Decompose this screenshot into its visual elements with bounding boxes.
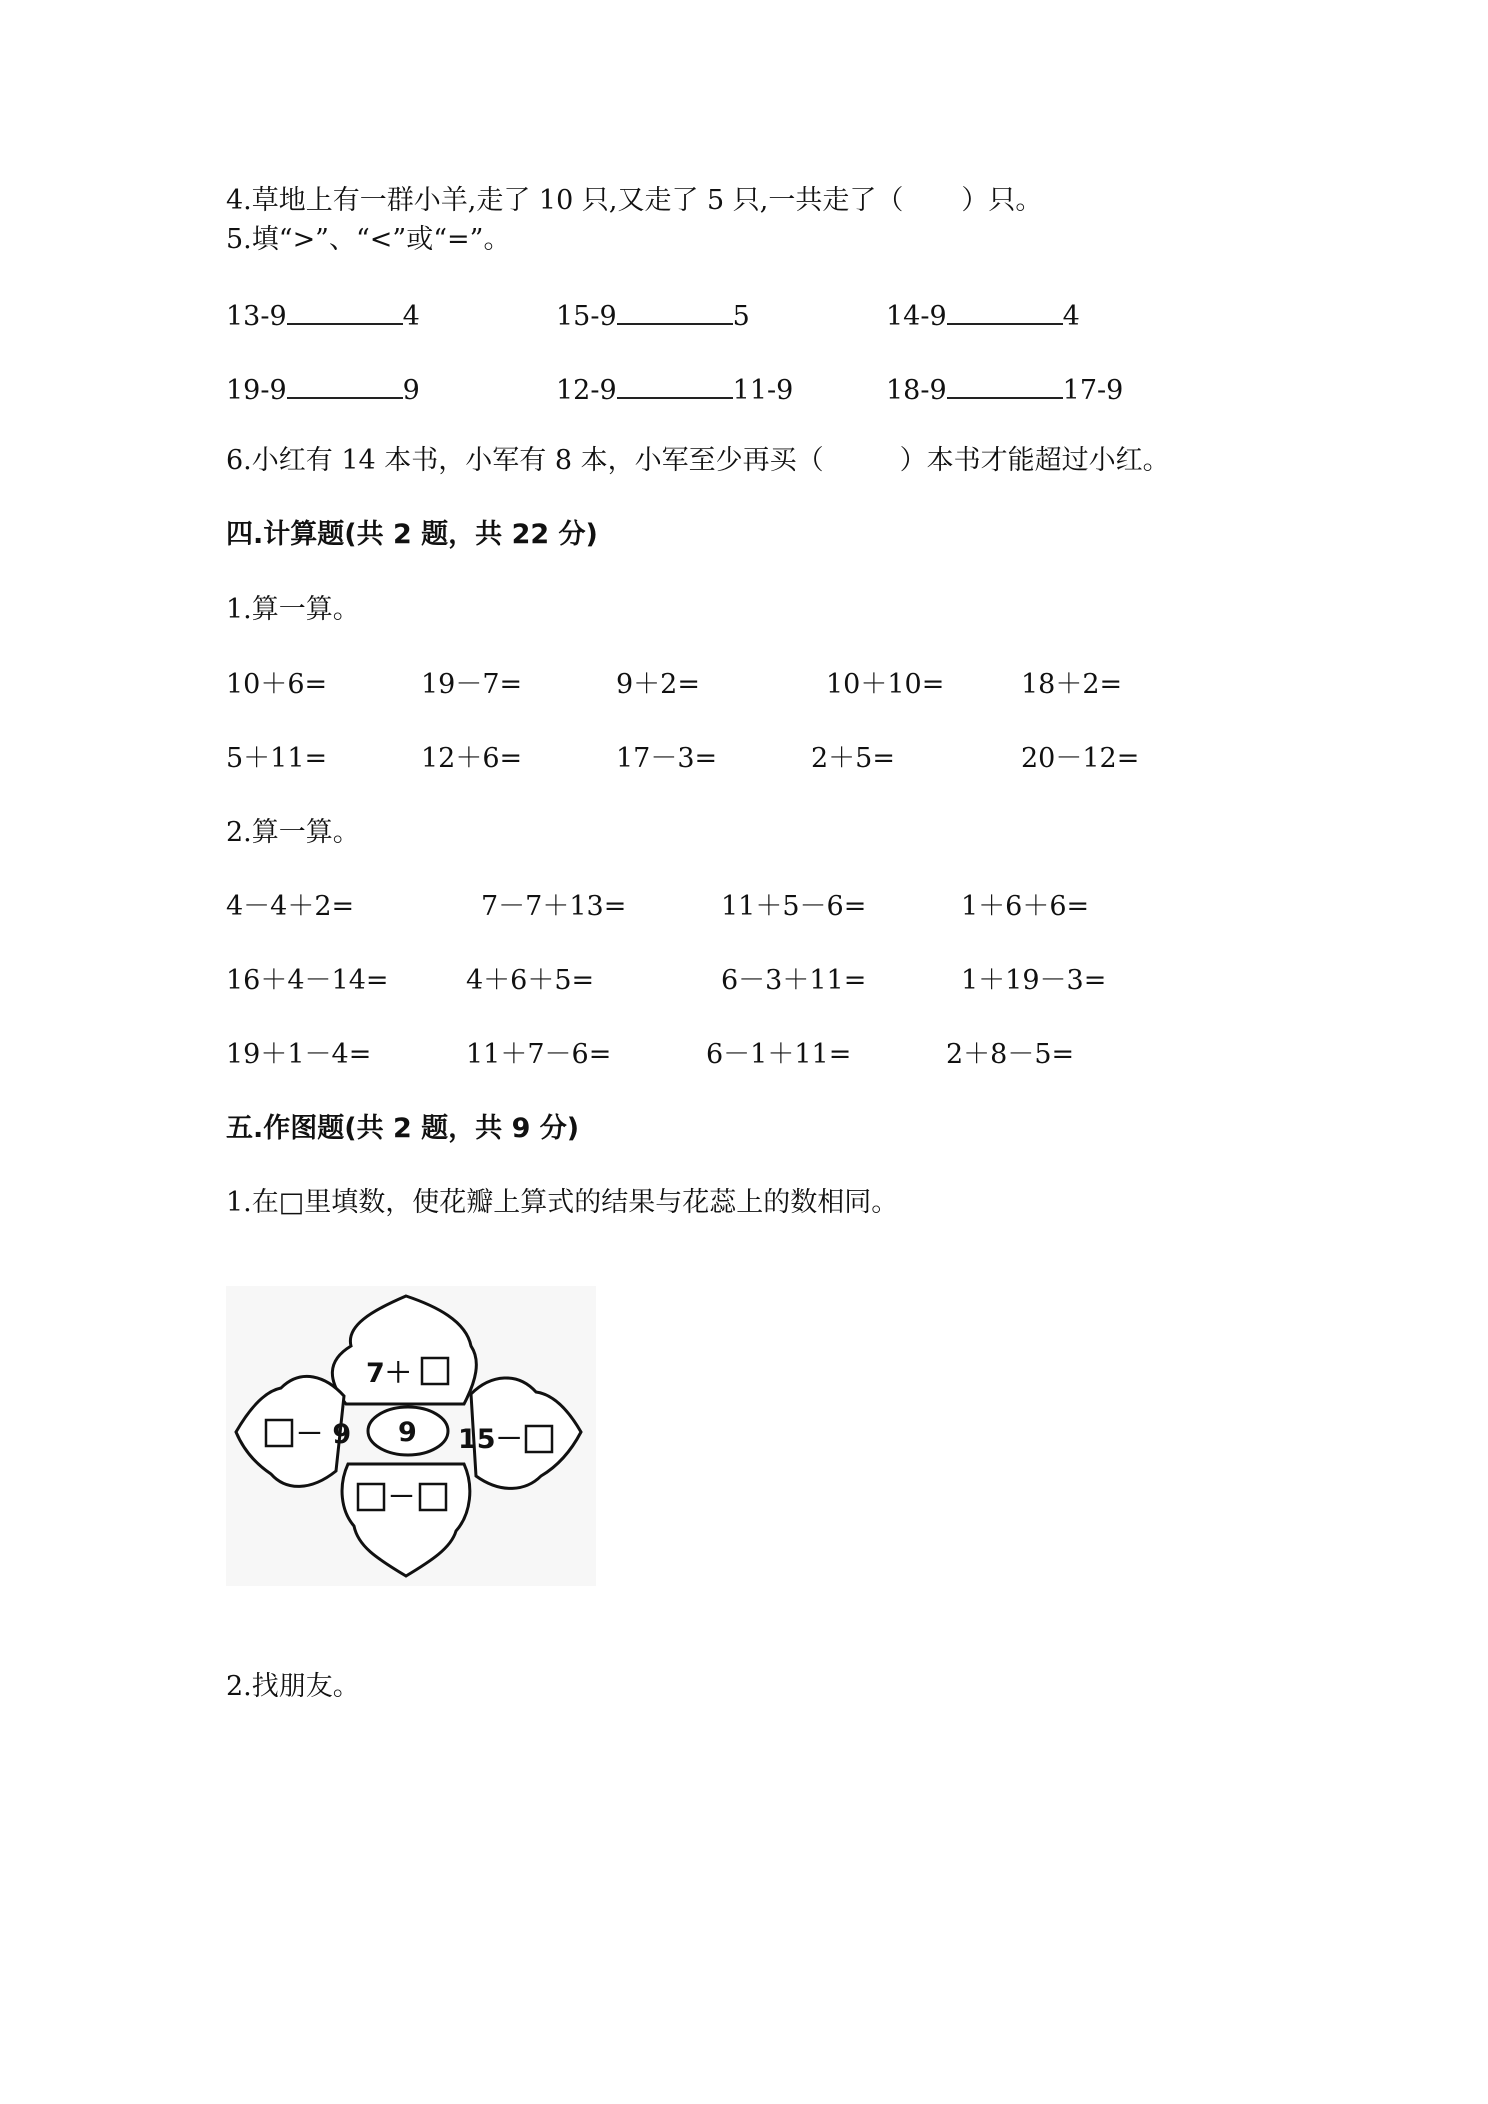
section-4-heading: 四.计算题(共 2 题，共 22 分) [226,519,598,550]
compare-right: 9 [402,375,420,406]
calc-item: 6－3＋11= [721,965,867,996]
compare-blank[interactable] [947,297,1063,325]
compare-blank[interactable] [947,371,1063,399]
compare-item [226,371,420,409]
compare-left: 15-9 [556,301,617,332]
calc-item: 1＋19－3= [961,965,1107,996]
question-6-text: 6.小红有 14 本书，小军有 8 本，小军至少再买（ [226,445,824,476]
calc-item: 19－7= [421,669,523,700]
calc-item: 5＋11= [226,743,328,774]
question-6-tail: ）本书才能超过小红。 [899,445,1170,476]
calc-item: 10＋6= [226,669,328,700]
calc1-title: 1.算一算。 [226,594,360,625]
compare-blank[interactable] [287,371,403,399]
compare-blank[interactable] [287,297,403,325]
compare-item [886,297,1080,335]
question-4-text: 4.草地上有一群小羊,走了 10 只,又走了 5 只,一共走了（ [226,185,904,216]
compare-left: 14-9 [886,301,947,332]
calc-item: 2＋5= [811,743,895,774]
compare-right: 4 [1062,301,1080,332]
compare-item [556,371,793,409]
calc-item: 2＋8－5= [946,1039,1075,1070]
compare-left: 12-9 [556,375,617,406]
compare-left: 19-9 [226,375,287,406]
answer-box[interactable] [358,1484,384,1510]
compare-item [226,297,420,335]
calc-item: 19＋1－4= [226,1039,372,1070]
compare-right: 11-9 [732,375,794,406]
answer-box[interactable] [420,1484,446,1510]
compare-blank[interactable] [617,371,733,399]
compare-left: 13-9 [226,301,287,332]
petal-top-expression: 7＋ [366,1358,412,1389]
calc-item: 11＋5－6= [721,891,867,922]
compare-item [556,297,750,335]
petal-bottom-operator: － [388,1482,415,1513]
calc-item: 7－7＋13= [481,891,627,922]
compare-left: 18-9 [886,375,947,406]
question-5: 5.填“>”、“<”或“=”。 [226,224,511,255]
compare-blank[interactable] [617,297,733,325]
question-6 [226,443,1170,479]
section-5-heading: 五.作图题(共 2 题，共 9 分) [226,1113,580,1144]
petal-right-expression: 15－ [458,1424,523,1455]
draw2-instruction: 2.找朋友。 [226,1671,360,1702]
calc-item: 4－4＋2= [226,891,355,922]
question-4-tail: ）只。 [961,185,1043,216]
question-4 [226,183,1042,219]
compare-item [886,371,1123,409]
calc-item: 12＋6= [421,743,523,774]
compare-right: 17-9 [1062,375,1124,406]
calc-item: 9＋2= [616,669,700,700]
calc-item: 16＋4－14= [226,965,389,996]
answer-box[interactable] [422,1358,448,1384]
answer-box[interactable] [526,1426,552,1452]
flower-diagram [226,1286,596,1586]
calc-item: 17－3= [616,743,718,774]
calc-item: 4＋6＋5= [466,965,595,996]
calc-item: 18＋2= [1021,669,1123,700]
draw1-instruction: 1.在□里填数，使花瓣上算式的结果与花蕊上的数相同。 [226,1187,899,1218]
calc2-title: 2.算一算。 [226,817,360,848]
answer-box[interactable] [266,1420,292,1446]
compare-right: 5 [732,301,750,332]
flower-center-number: 9 [398,1417,417,1448]
calc-item: 10＋10= [826,669,945,700]
petal-left-expression: － 9 [296,1419,352,1450]
calc-item: 20－12= [1021,743,1140,774]
calc-item: 1＋6＋6= [961,891,1090,922]
compare-right: 4 [402,301,420,332]
calc-item: 6－1＋11= [706,1039,852,1070]
calc-item: 11＋7－6= [466,1039,612,1070]
